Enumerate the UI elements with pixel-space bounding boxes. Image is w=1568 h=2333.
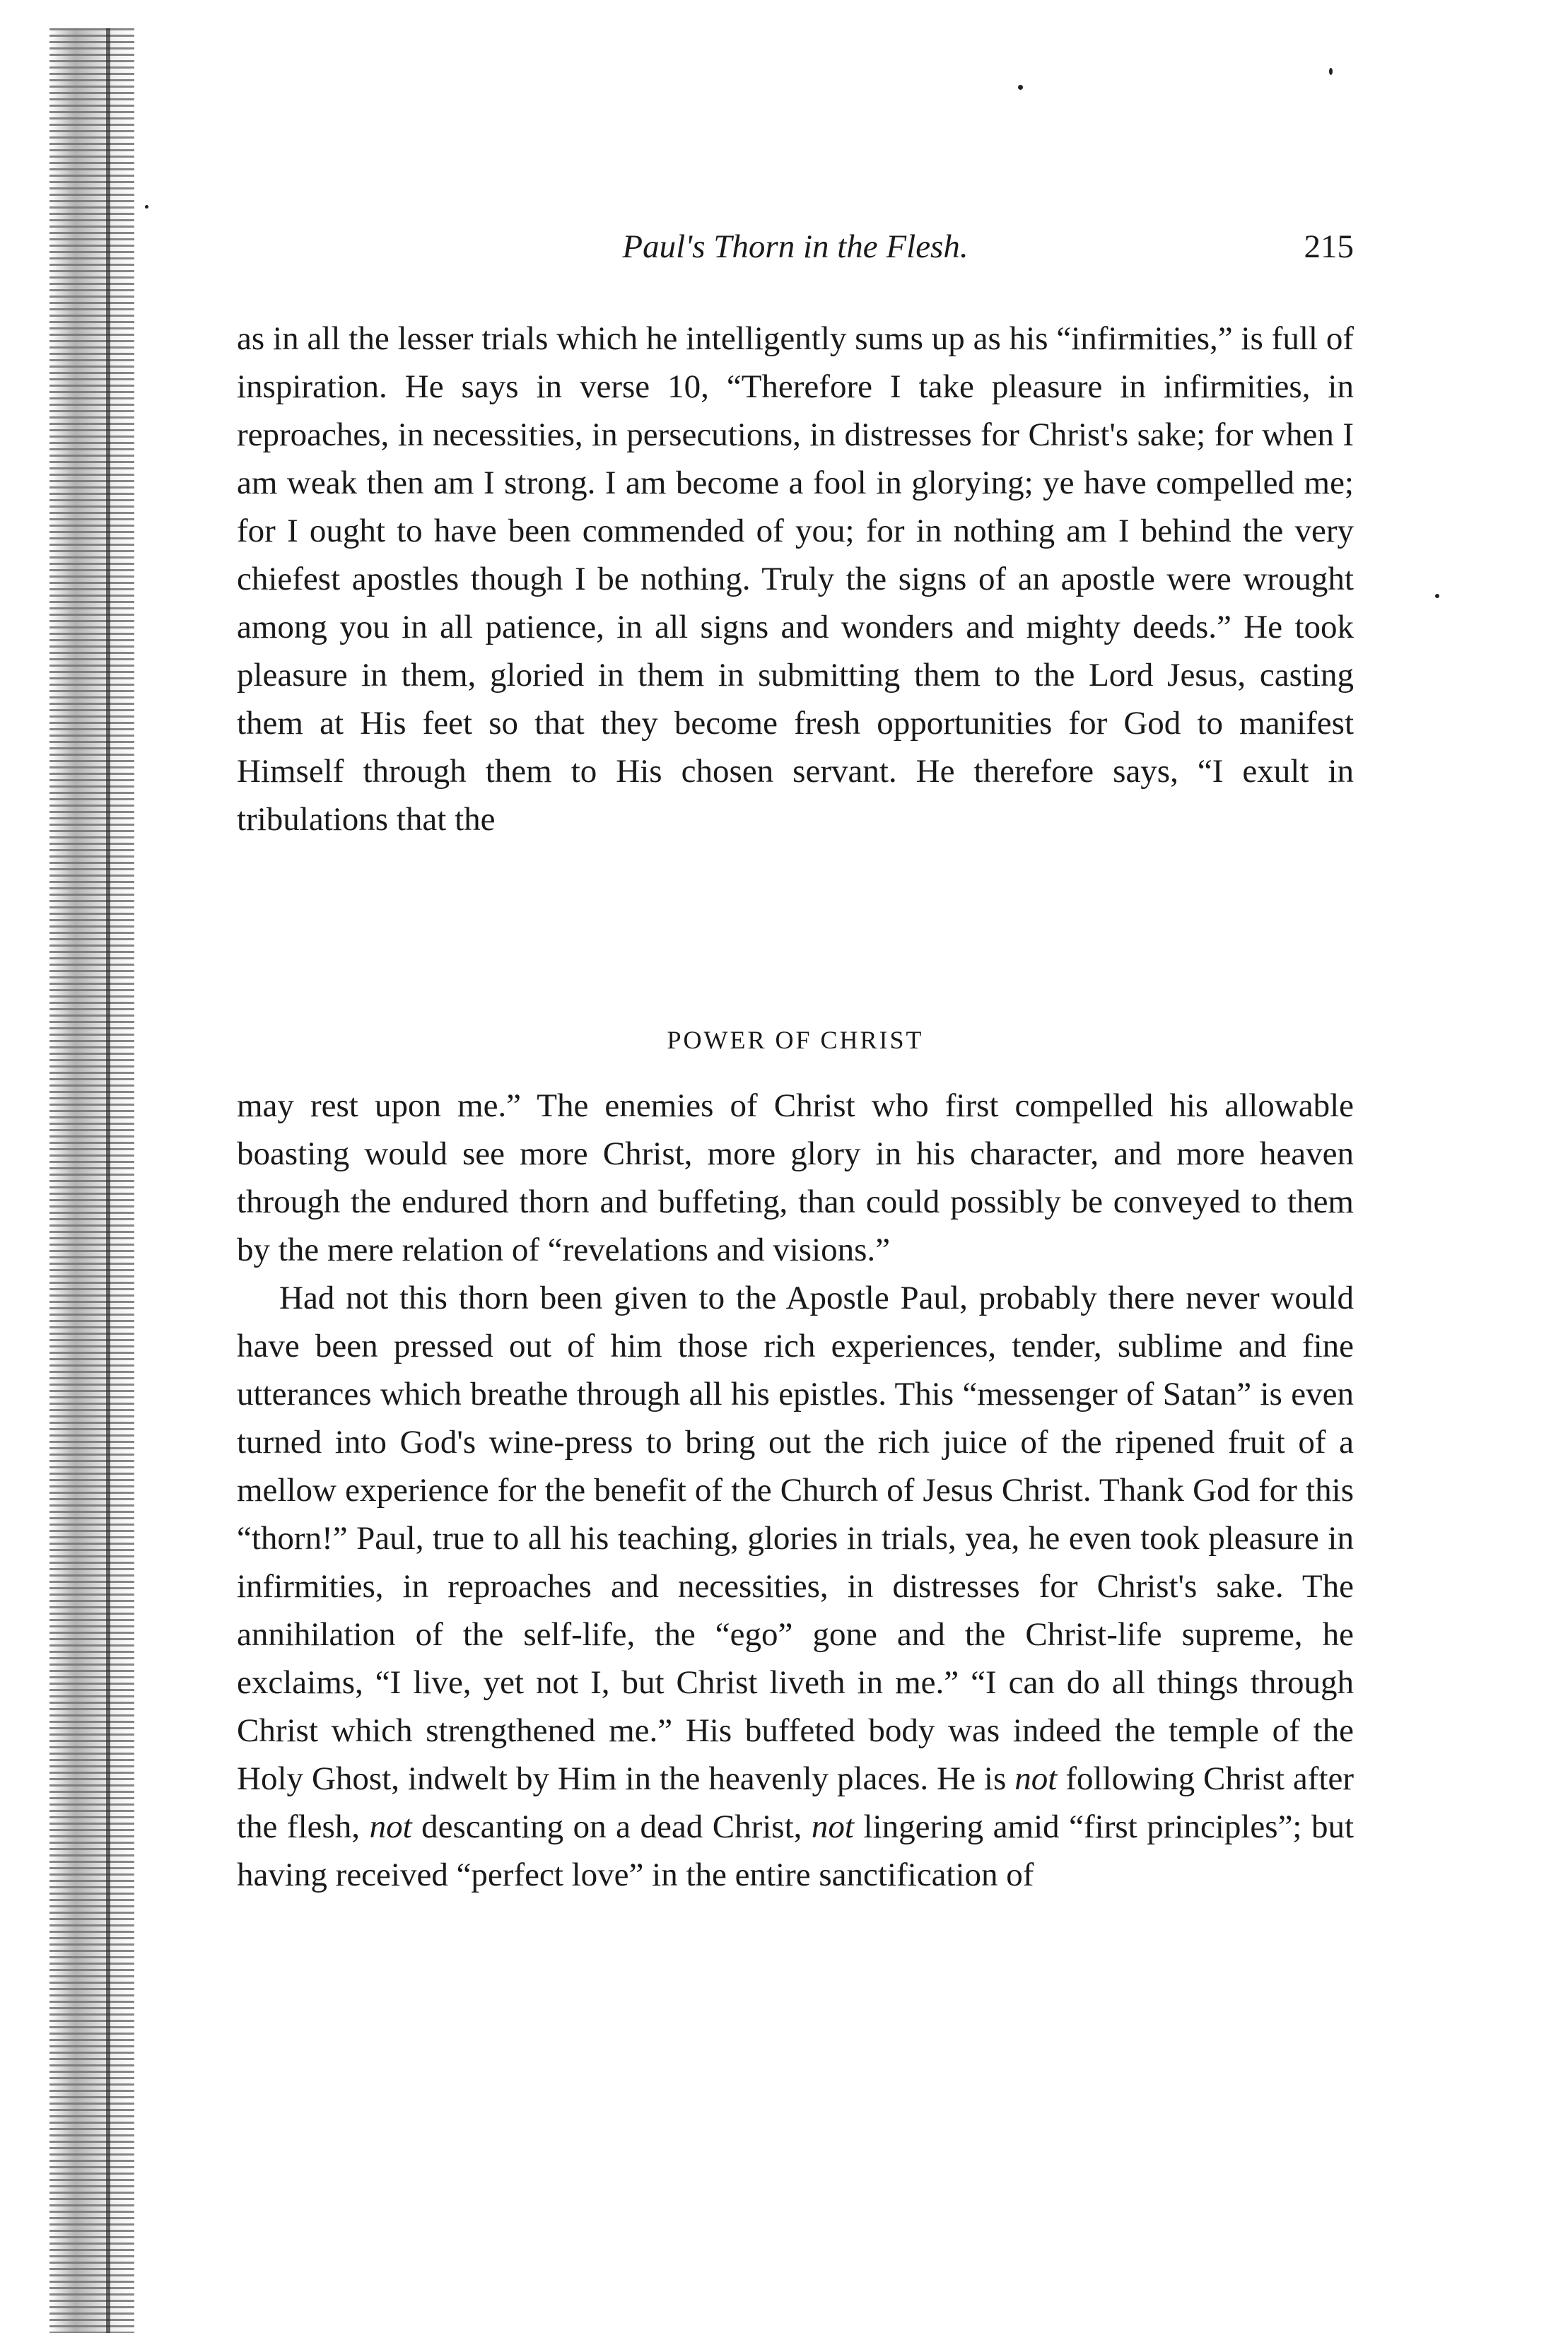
ink-speck xyxy=(1329,68,1333,75)
text-run: following Christ after the flesh, xyxy=(237,1760,1355,1845)
emphasis: not xyxy=(369,1808,412,1845)
binding-gutter-line xyxy=(106,28,110,2333)
paragraph: may rest upon me.” The enemies of Christ who first compelled his allowable boasting would see more Christ, more glory in his character, and more heaven through the endured thorn and buffeting, than could possibly be conveyed to them by the mere relation of “revelations and visions.” xyxy=(237,1087,1354,1268)
binding-edge-shadow xyxy=(49,28,134,2333)
ink-speck xyxy=(1435,594,1439,598)
running-head xyxy=(237,228,1354,277)
text-run: Had not this thorn been given to the Apostle Paul, probably there never would have been pressed out of him those rich experiences, tender, sublime and fine utterances which breathe through all his epistles. This “messenger of Satan” is even turned into God's wine-press to bring out the rich juice of the ripened fruit of a mellow experience for the benefit of the Church of Jesus Christ. Thank God for this “thorn!” Paul, true to all his teaching, glories in trials, yea, he even took pleasure in infirmities, in reproaches and necessities, in distresses for Christ's sake. The annihilation of the self-life, the “ego” gone and the Christ-life supreme, he exclaims, “I live, yet not I, but Christ liveth in me.” “I can do all things through Christ which strengthened me.” His buffeted body was indeed the temple of the Holy Ghost, indwelt by Him in the heavenly places. He is xyxy=(237,1280,1354,1797)
page-number: 215 xyxy=(1304,228,1354,265)
section-heading: POWER OF CHRIST xyxy=(667,1026,924,1054)
paragraph xyxy=(237,1274,1354,1899)
ink-speck xyxy=(145,205,148,209)
running-title: Paul's Thorn in the Flesh. xyxy=(622,228,969,265)
emphasis: not xyxy=(1014,1760,1058,1797)
body-text-lower xyxy=(237,1082,1354,1899)
text-run: lingering amid “first principles”; but having received “perfect love” in the entire sanctification of xyxy=(237,1808,1355,1893)
emphasis: not xyxy=(811,1808,854,1845)
ink-speck xyxy=(1018,85,1023,90)
text-run: descanting on a dead Christ, xyxy=(421,1808,802,1845)
body-text-upper xyxy=(237,315,1354,843)
paragraph: as in all the lesser trials which he intelligently sums up as his “infirmities,” is full of inspiration. He says in verse 10, “Therefore I take pleasure in infirmities, in reproaches, in necessities, in persecutions, in distresses for Christ's sake; for when I am weak then am I strong. I am become a fool in glorying; ye have compelled me; for I ought to have been commended of you; for in nothing am I behind the very chiefest apostles though I be nothing. Truly the signs of an apostle were wrought among you in all patience, in all signs and wonders and mighty deeds.” He took pleasure in them, gloried in them in submitting them to the Lord Jesus, casting them at His feet so that they become fresh opportunities for God to manifest Himself through them to His chosen servant. He therefore says, “I exult in tribulations that the xyxy=(237,320,1354,838)
